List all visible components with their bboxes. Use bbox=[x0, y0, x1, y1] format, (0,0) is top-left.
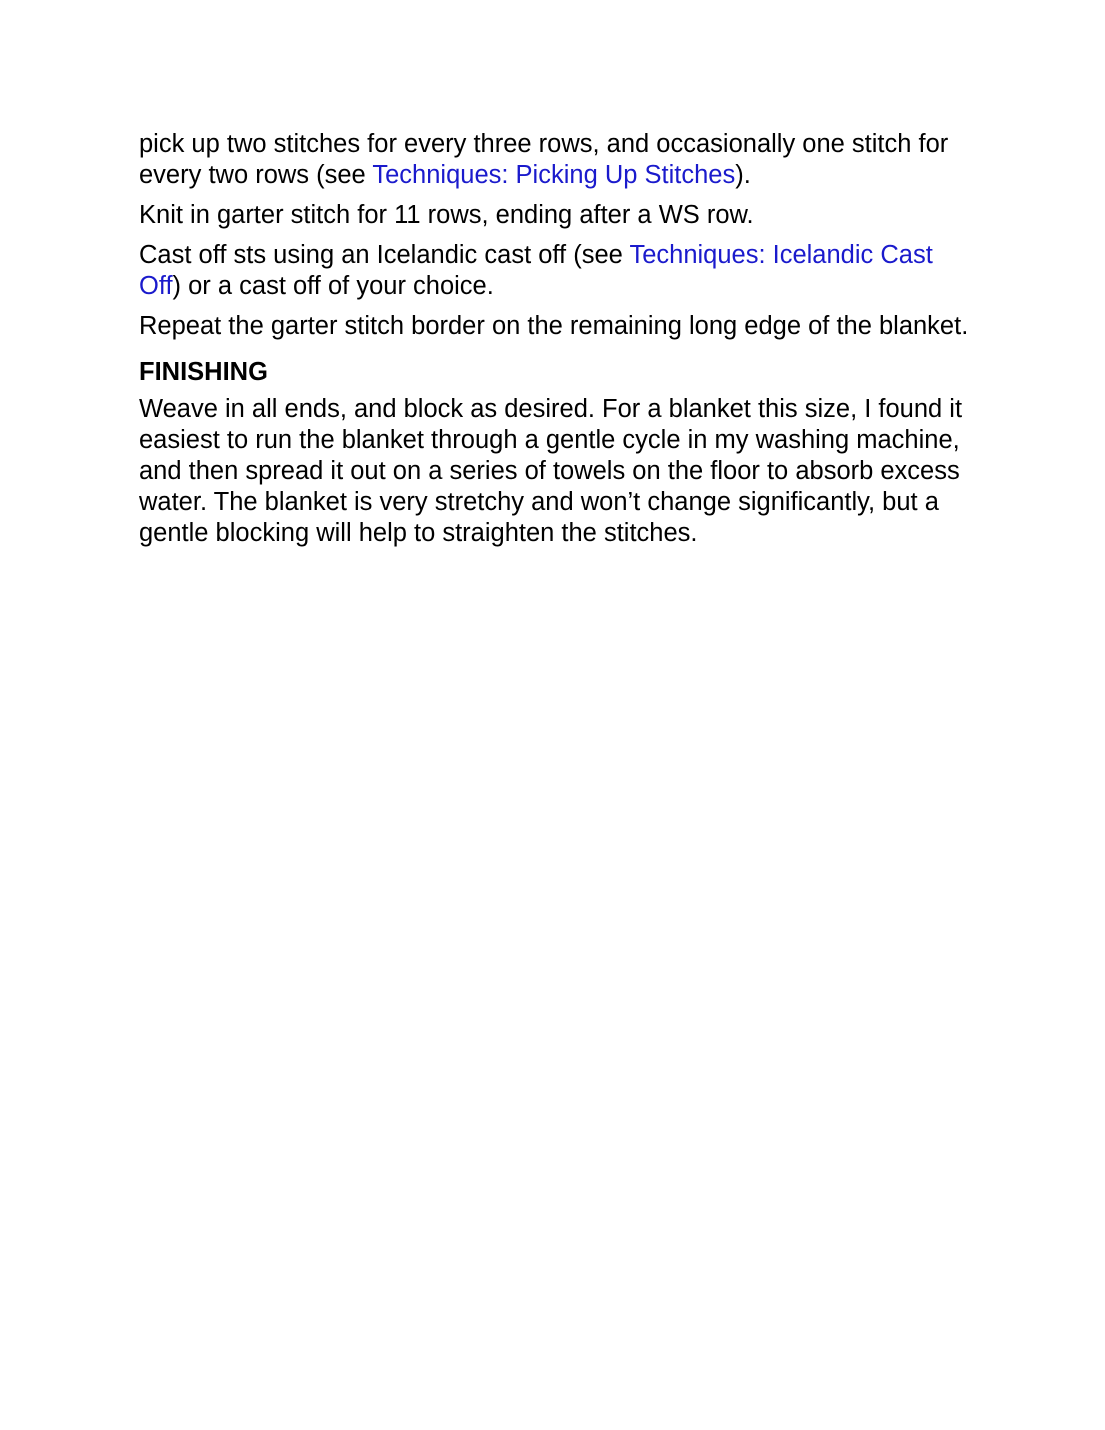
paragraph-finishing: Weave in all ends, and block as desired. For a blanket this size, I found it easiest to run the blanket through a gentle cycle in my washing machine, and then spread it out on a series of towels on the floor to absorb excess water. The blanket is very stretchy and won’t change significantly, but a gentle blocking will help to straighten the stitches. bbox=[139, 395, 963, 547]
paragraph-text: ). bbox=[735, 161, 751, 189]
paragraph-text: pick up two stitches for every three rows, and occasionally one stitch for every two rows (see bbox=[139, 130, 949, 189]
page-content bbox=[139, 129, 969, 558]
paragraph-text: Cast off sts using an Icelandic cast off (see bbox=[139, 241, 630, 269]
paragraph-cast-off bbox=[139, 240, 969, 302]
paragraph-garter-rows: Knit in garter stitch for 11 rows, ending after a WS row. bbox=[139, 201, 754, 229]
paragraph-repeat-border: Repeat the garter stitch border on the remaining long edge of the blanket. bbox=[139, 312, 969, 340]
link-picking-up-stitches[interactable]: Techniques: Picking Up Stitches bbox=[372, 161, 736, 189]
paragraph-text: ) or a cast off of your choice. bbox=[172, 272, 494, 300]
paragraph-picking-up bbox=[139, 129, 969, 191]
link-icelandic-cast-off[interactable]: Techniques: Icelandic Cast Off bbox=[139, 241, 933, 300]
finishing-heading: FINISHING bbox=[139, 358, 268, 386]
